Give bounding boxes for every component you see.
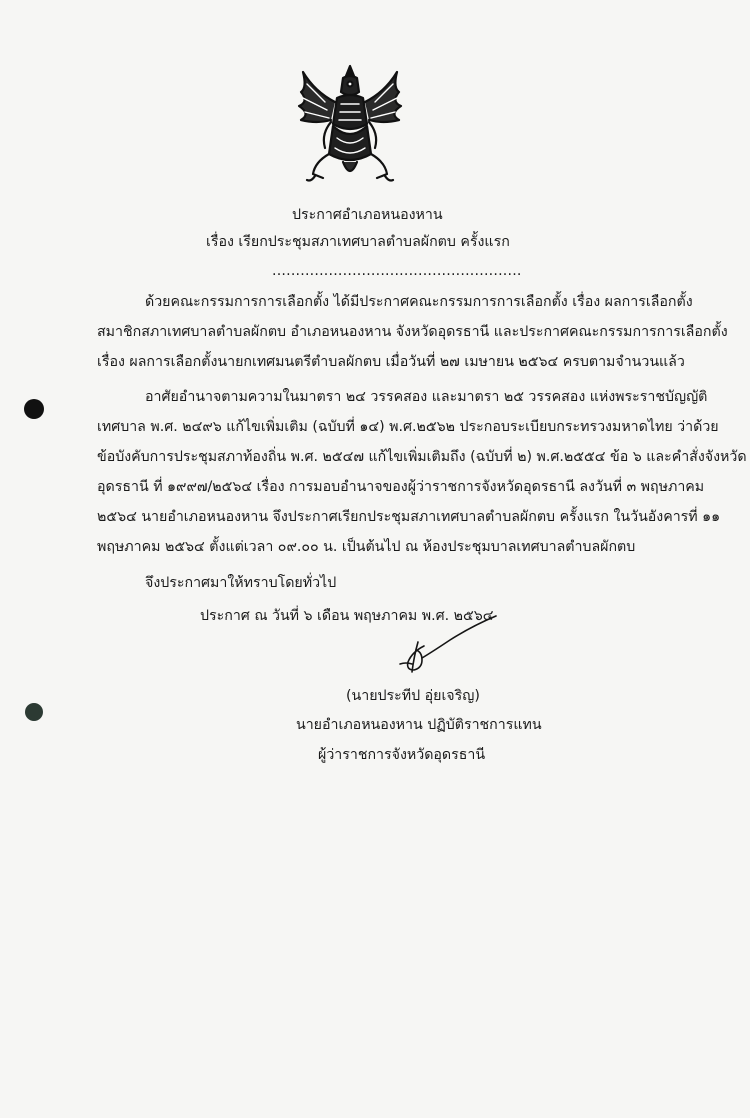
signature-icon bbox=[392, 612, 502, 678]
paragraph-1-line-3: เรื่อง ผลการเลือกตั้งนายกเทศมนตรีตำบลผักตบ เมื่อวันที่ ๒๗ เมษายน ๒๕๖๔ ครบตามจำนวนแล้ว bbox=[97, 354, 685, 370]
punch-hole-bottom bbox=[25, 703, 43, 721]
date-line: ประกาศ ณ วันที่ ๖ เดือน พฤษภาคม พ.ศ. ๒๕๖๔ bbox=[200, 608, 494, 624]
signatory-position-2: ผู้ว่าราชการจังหวัดอุดรธานี bbox=[318, 747, 486, 763]
announcement-title: ประกาศอำเภอหนองหาน bbox=[292, 207, 443, 223]
punch-hole-top bbox=[24, 399, 44, 419]
closing-line: จึงประกาศมาให้ทราบโดยทั่วไป bbox=[145, 575, 337, 591]
title-divider: ..................................................... bbox=[272, 263, 522, 279]
paragraph-2-line-1: อาศัยอำนาจตามความในมาตรา ๒๔ วรรคสอง และมาตรา ๒๕ วรรคสอง แห่งพระราชบัญญัติ bbox=[145, 389, 708, 405]
announcement-subject: เรื่อง เรียกประชุมสภาเทศบาลตำบลผักตบ ครั้งแรก bbox=[206, 234, 510, 250]
paragraph-1-line-1: ด้วยคณะกรรมการการเลือกตั้ง ได้มีประกาศคณะกรรมการการเลือกตั้ง เรื่อง ผลการเลือกตั้ง bbox=[145, 294, 693, 310]
paragraph-1-line-2: สมาชิกสภาเทศบาลตำบลผักตบ อำเภอหนองหาน จังหวัดอุดรธานี และประกาศคณะกรรมการการเลือกตั้ง bbox=[97, 324, 728, 340]
garuda-emblem-icon bbox=[285, 62, 415, 190]
paragraph-2-line-5: ๒๕๖๔ นายอำเภอหนองหาน จึงประกาศเรียกประชุมสภาเทศบาลตำบลผักตบ ครั้งแรก ในวันอังคารที่ ๑๑ bbox=[97, 509, 721, 525]
paragraph-2-line-2: เทศบาล พ.ศ. ๒๔๙๖ แก้ไขเพิ่มเติม (ฉบับที่ ๑๔) พ.ศ.๒๕๖๒ ประกอบระเบียบกระทรวงมหาดไทย ว่าด้วย bbox=[97, 419, 719, 435]
signatory-name: (นายประทีป อุ่ยเจริญ) bbox=[346, 688, 480, 704]
paragraph-2-line-3: ข้อบังคับการประชุมสภาท้องถิ่น พ.ศ. ๒๕๔๗ แก้ไขเพิ่มเติมถึง (ฉบับที่ ๒) พ.ศ.๒๕๕๔ ข้อ ๖ และคำสั่งจังหวัด bbox=[97, 449, 747, 465]
paragraph-2-line-4: อุดรธานี ที่ ๑๙๙๗/๒๕๖๔ เรื่อง การมอบอำนาจของผู้ว่าราชการจังหวัดอุดรธานี ลงวันที่ ๓ พฤษภาคม bbox=[97, 479, 705, 495]
paragraph-2-line-6: พฤษภาคม ๒๕๖๔ ตั้งแต่เวลา ๐๙.๐๐ น. เป็นต้นไป ณ ห้องประชุมบาลเทศบาลตำบลผักตบ bbox=[97, 539, 636, 555]
signatory-position-1: นายอำเภอหนองหาน ปฏิบัติราชการแทน bbox=[296, 717, 542, 733]
